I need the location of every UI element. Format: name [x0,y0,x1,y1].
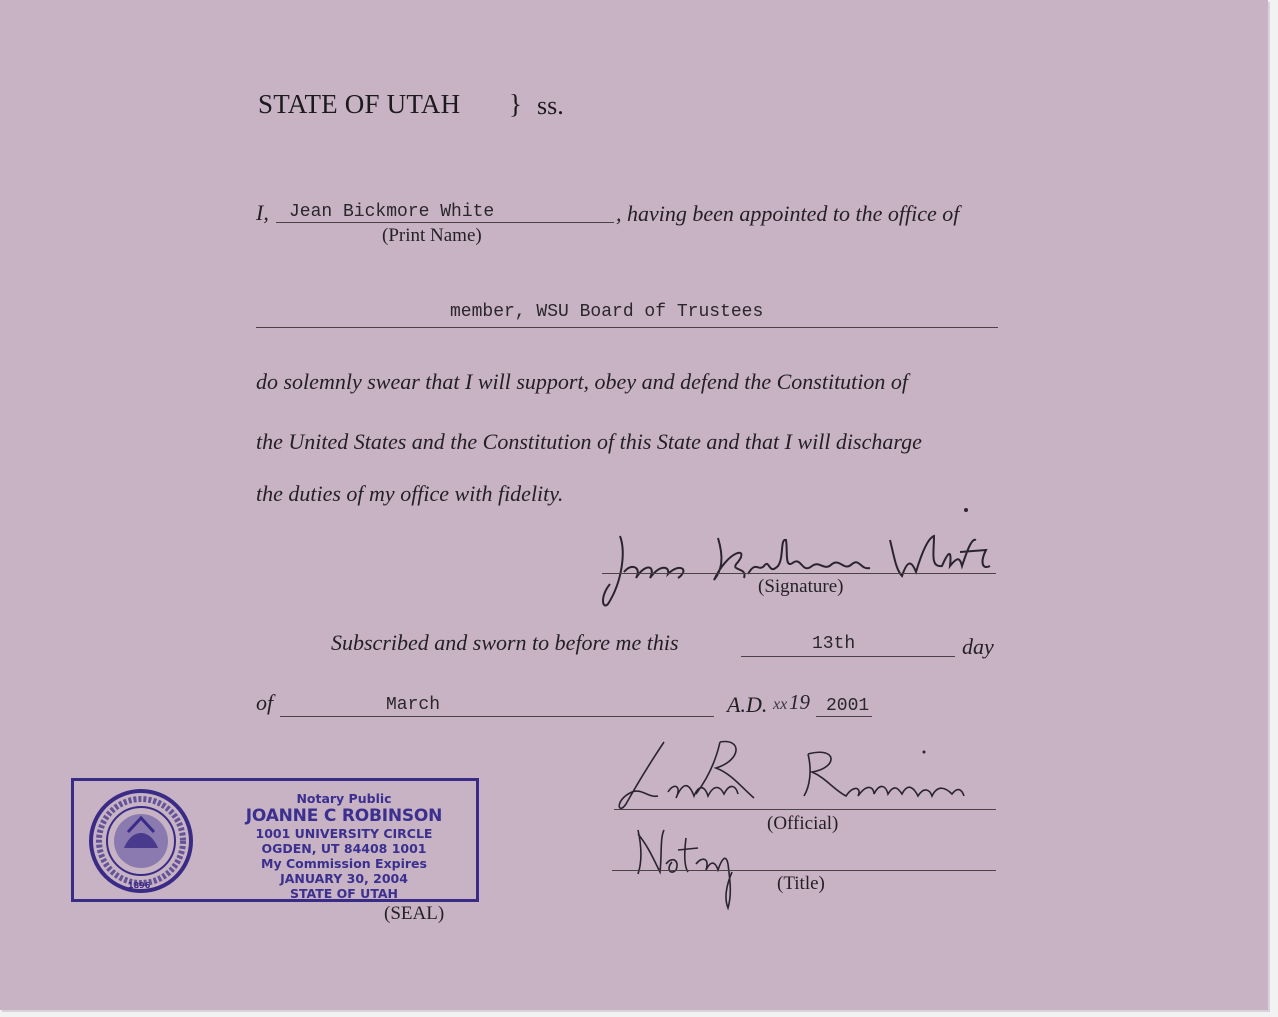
handwritten-century: 19 [789,690,810,714]
oath-i-prefix: I, [256,200,269,225]
official-handwritten [612,738,992,818]
day-rule [741,656,955,657]
month-value: March [386,695,441,715]
title-scribble [620,824,760,910]
signature-handwritten [598,522,998,612]
oath-line-2: the United States and the Constitution of this State and that I will discharge [256,429,922,454]
ad-label: A.D. [727,692,768,717]
stamp-line-6: JANUARY 30, 2004 [280,871,408,886]
stamp-text-block [214,791,474,901]
stamp-line-5: My Commission Expires [261,856,427,871]
month-rule [280,716,714,717]
stamp-line-1: Notary Public [296,791,392,806]
seal-caption: (SEAL) [384,903,445,924]
name-rule [276,222,614,223]
official-rule [614,809,996,810]
signature-rule [602,573,996,574]
stamp-line-3: 1001 UNIVERSITY CIRCLE [255,826,433,841]
oath-line-3: the duties of my office with fidelity. [256,481,564,506]
printed-name-value: Jean Bickmore White [289,202,495,222]
sworn-text: Subscribed and sworn to before me this [331,630,679,655]
stamp-line-7: STATE OF UTAH [289,886,399,901]
title-handwritten [620,824,760,910]
official-caption: (Official) [767,813,839,834]
state-heading: STATE OF UTAH [258,89,461,119]
seal-year: 1896 [128,881,151,890]
state-seal-icon [88,788,194,894]
of-word: of [256,690,274,715]
struck-prefix: xx [773,696,788,713]
notary-stamp [71,778,479,902]
venue-ss: ss. [537,91,564,120]
stamp-line-4: OGDEN, UT 84408 1001 [261,841,427,856]
title-rule [612,870,996,871]
office-value: member, WSU Board of Trustees [450,302,764,322]
signature-scribble [598,522,998,612]
official-scribble [612,738,992,818]
print-name-caption: (Print Name) [382,225,482,246]
signature-caption: (Signature) [758,576,844,597]
day-word: day [962,634,994,659]
year-rule [816,716,872,717]
venue-brace: } [509,89,522,119]
oath-line-1: do solemnly swear that I will support, obey and defend the Constitution of [256,369,909,394]
stamp-notary-name: JOANNE C ROBINSON [245,806,443,826]
year-value: 2001 [826,696,870,716]
title-caption: (Title) [777,873,825,894]
appointed-text: , having been appointed to the office of [616,201,960,226]
day-value: 13th [812,634,856,654]
office-rule [256,327,998,328]
